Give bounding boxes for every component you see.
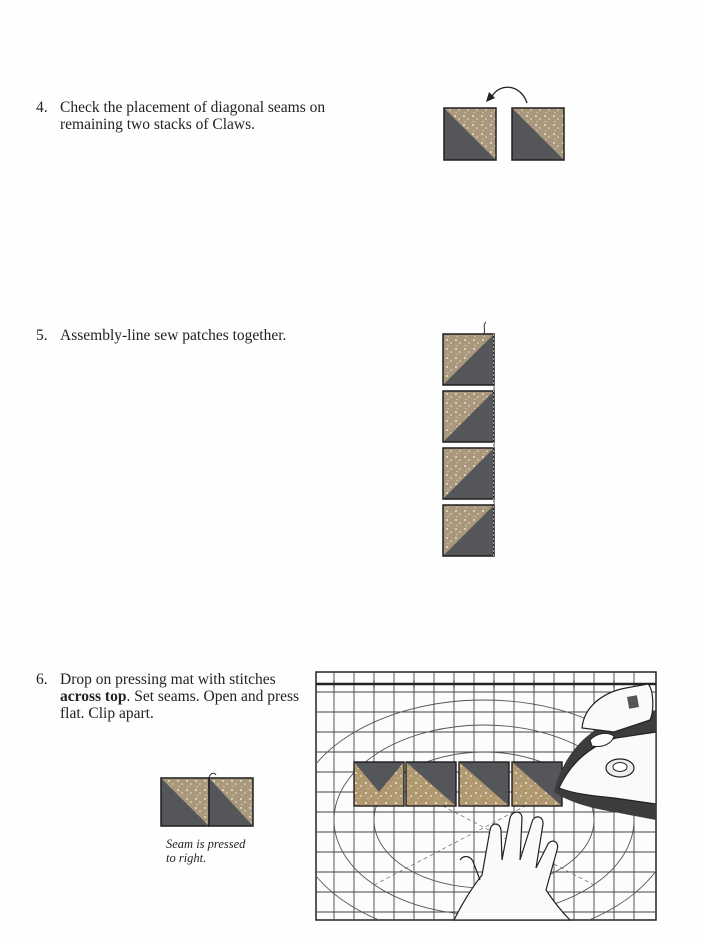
mat-patch (406, 762, 456, 806)
emphasis-text: across top (60, 688, 127, 705)
caption-line: to right. (166, 851, 207, 865)
pressing-mat-figure (314, 670, 658, 922)
step-text-rest: . Set seams. Open and press (126, 688, 300, 705)
mat-patch (459, 762, 509, 806)
pressed-patch-right (209, 778, 253, 826)
patch-3 (443, 448, 494, 499)
curved-arrow-icon (486, 87, 527, 103)
step-text-line (60, 688, 299, 705)
patch-2 (443, 391, 494, 442)
claws-placement-figure (435, 78, 575, 168)
patch-1 (443, 334, 494, 385)
pressed-seam-figure (158, 770, 258, 832)
step-number: 6. (36, 671, 48, 688)
step-text-line: flat. Clip apart. (60, 705, 154, 722)
patch-right (512, 108, 564, 160)
pressed-patch-left (161, 778, 209, 826)
step-text-line: Assembly-line sew patches together. (60, 327, 287, 344)
caption-line: Seam is pressed (166, 837, 246, 851)
step-text-line: remaining two stacks of Claws. (60, 116, 256, 133)
step-text-line: Check the placement of diagonal seams on (60, 99, 326, 116)
patch-4 (443, 505, 494, 556)
step-text-line: Drop on pressing mat with stitches (60, 671, 276, 688)
mat-patch (354, 762, 404, 806)
assembly-line-figure (436, 320, 506, 562)
thread (484, 322, 486, 334)
step-number: 4. (36, 99, 48, 116)
seam-caption (166, 837, 245, 865)
patch-left (444, 108, 496, 160)
mat-patch (512, 762, 562, 806)
step-number: 5. (36, 327, 48, 344)
